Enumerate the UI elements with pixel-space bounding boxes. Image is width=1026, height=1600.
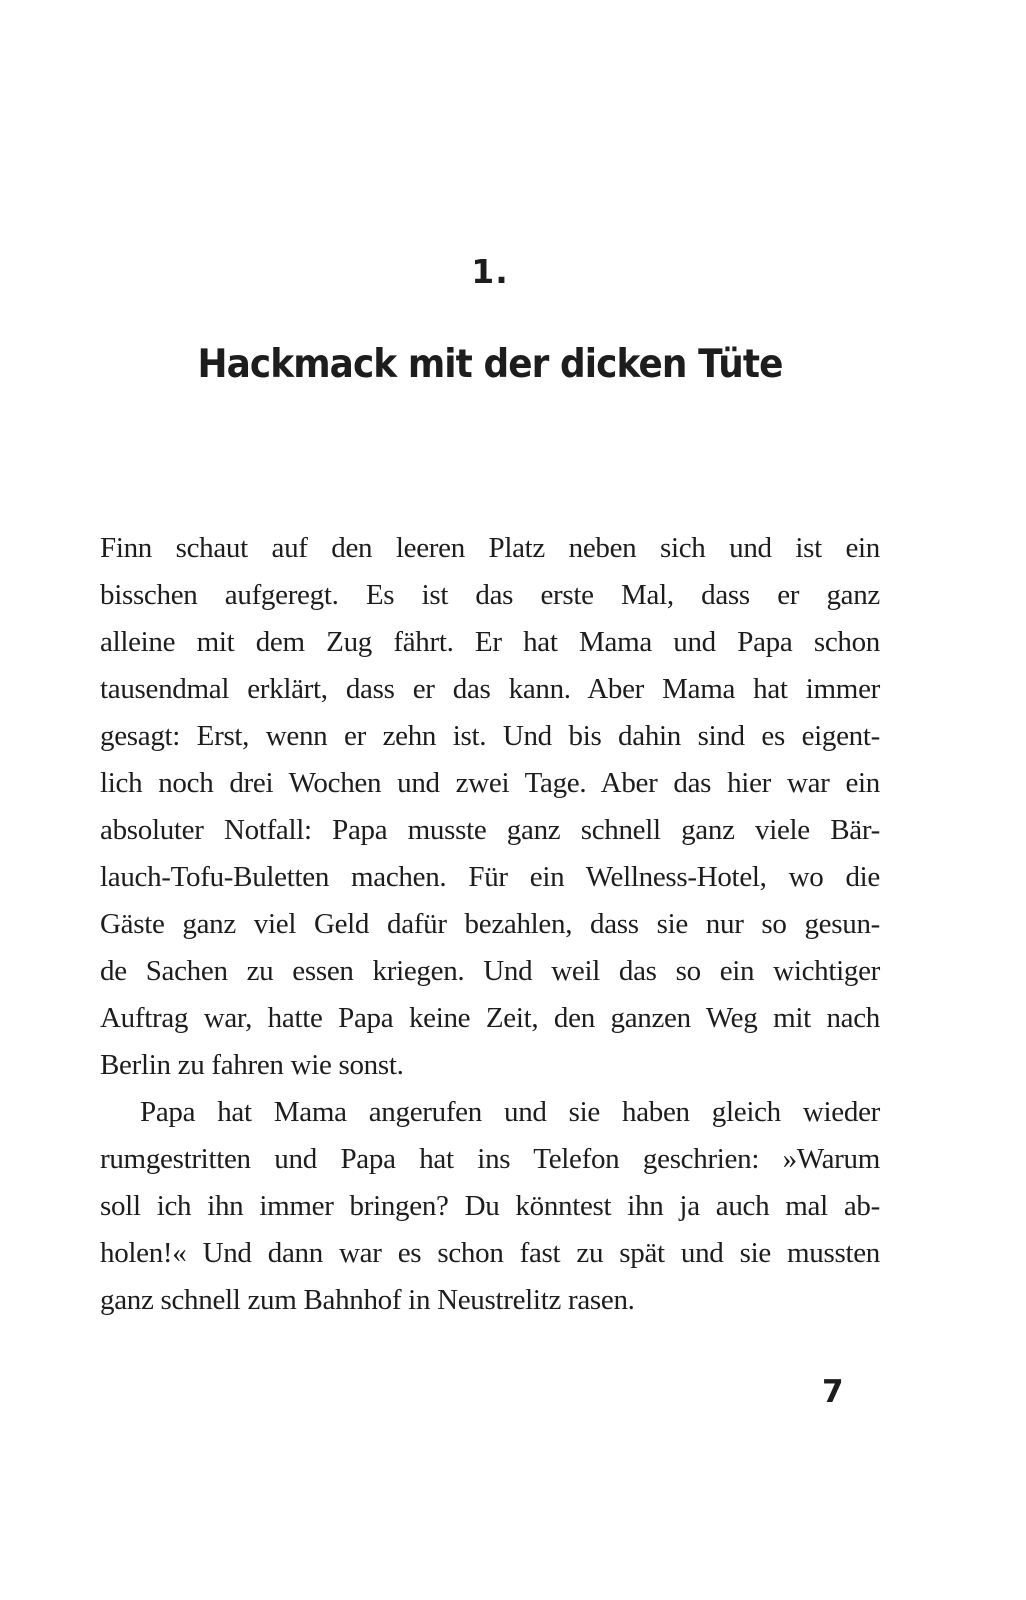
text-line: Gäste ganz viel Geld dafür bezahlen, dass sie nur so gesun- <box>100 908 880 940</box>
text-line: Finn schaut auf den leeren Platz neben sich und ist ein <box>100 532 880 564</box>
text-line: absoluter Notfall: Papa musste ganz schnell ganz viele Bär- <box>100 814 880 846</box>
text-line: gesagt: Erst, wenn er zehn ist. Und bis dahin sind es eigent- <box>100 720 880 752</box>
paragraph-1 <box>100 525 880 1089</box>
text-line: Auftrag war, hatte Papa keine Zeit, den ganzen Weg mit nach <box>100 1002 880 1034</box>
text-line: holen!« Und dann war es schon fast zu spät und sie mussten <box>100 1237 880 1269</box>
chapter-number: 1. <box>471 252 509 291</box>
text-line: lich noch drei Wochen und zwei Tage. Aber das hier war ein <box>100 767 880 799</box>
body-text <box>100 525 880 1324</box>
page-number: 7 <box>822 1374 844 1410</box>
chapter-title: Hackmack mit der dicken Tüte <box>197 342 783 387</box>
text-line: de Sachen zu essen kriegen. Und weil das so ein wichtiger <box>100 955 880 987</box>
text-line: alleine mit dem Zug fährt. Er hat Mama und Papa schon <box>100 626 880 658</box>
text-line: rumgestritten und Papa hat ins Telefon geschrien: »Warum <box>100 1143 880 1175</box>
text-line: soll ich ihn immer bringen? Du könntest ihn ja auch mal ab- <box>100 1190 880 1222</box>
text-line: ganz schnell zum Bahnhof in Neustrelitz rasen. <box>100 1284 635 1316</box>
text-line: lauch-Tofu-Buletten machen. Für ein Wellness-Hotel, wo die <box>100 861 880 893</box>
paragraph-2 <box>100 1089 880 1324</box>
text-line: bisschen aufgeregt. Es ist das erste Mal, dass er ganz <box>100 579 880 611</box>
text-line: Papa hat Mama angerufen und sie haben gleich wieder <box>140 1096 880 1128</box>
text-line: Berlin zu fahren wie sonst. <box>100 1049 404 1081</box>
text-line: tausendmal erklärt, dass er das kann. Aber Mama hat immer <box>100 673 880 705</box>
